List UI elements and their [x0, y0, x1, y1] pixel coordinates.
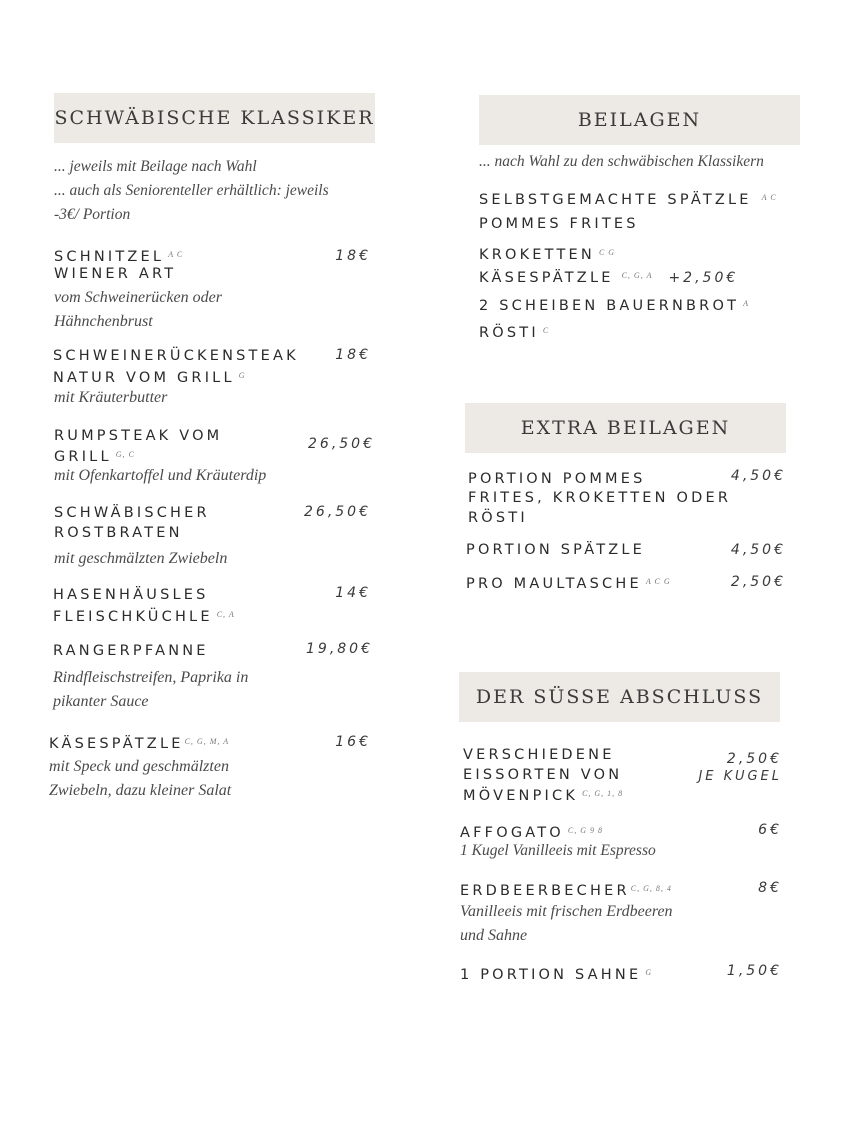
menu-item-name: ROSTBRATEN	[54, 525, 183, 541]
menu-item-name: FLEISCHKÜCHLE $^{C, A}$	[53, 609, 235, 625]
note-line: ... nach Wahl zu den schwäbischen Klassikern	[479, 153, 764, 170]
menu-item-price: 18€	[335, 347, 371, 363]
allergen-codes: C	[542, 326, 550, 335]
allergen-codes: G	[645, 968, 653, 977]
dessert-item-name: AFFOGATO $^{C, G 9 8}$	[460, 825, 604, 841]
menu-item-description: Zwiebeln, dazu kleiner Salat	[49, 782, 232, 799]
dessert-item-name: VERSCHIEDENE	[463, 747, 615, 763]
section-header-beilagen: BEILAGEN	[479, 95, 800, 145]
side-dish-item: 2 SCHEIBEN BAUERNBROT $^A$	[479, 298, 750, 314]
dessert-item-description: und Sahne	[460, 927, 528, 944]
dessert-item-price: 2,50€	[726, 751, 782, 767]
menu-item-description: mit geschmälzten Zwiebeln	[54, 550, 228, 567]
extra-item-price: 4,50€	[730, 542, 786, 558]
menu-item-name: RANGERPFANNE	[53, 643, 209, 659]
menu-item-description: mit Kräuterbutter	[54, 389, 168, 406]
menu-item-name: RUMPSTEAK VOM	[54, 428, 223, 444]
menu-item-price: 16€	[335, 734, 371, 750]
dessert-item-name: 1 PORTION SAHNE $^G$	[460, 967, 653, 983]
dessert-item-price: 8€	[758, 880, 782, 896]
menu-item-name: SCHWÄBISCHER	[54, 505, 210, 521]
extra-item-name: PORTION POMMES	[468, 471, 646, 487]
extra-item-name: RÖSTI	[468, 510, 528, 526]
allergen-codes: C, G 9 8	[567, 826, 604, 835]
menu-item-name: GRILL $^{G, C}$	[54, 449, 135, 465]
menu-item-name: HASENHÄUSLES	[53, 587, 209, 603]
menu-item-name: SCHNITZEL $^{A C}$	[54, 249, 184, 265]
menu-item-price: 18€	[335, 248, 371, 264]
side-dish-item: KÄSESPÄTZLE $^{C, G, A}$ +2,50€	[479, 270, 739, 286]
allergen-codes: C, G, 8, 4	[630, 884, 672, 893]
note-line: ... jeweils mit Beilage nach Wahl	[54, 158, 257, 175]
menu-item-name: $KÄSESPÄTZLE^{C, G, M, A}$	[49, 736, 230, 752]
menu-item-description: Hähnchenbrust	[54, 313, 153, 330]
menu-item-description: mit Speck und geschmälzten	[49, 758, 229, 775]
section-header-extra-beilagen: EXTRA BEILAGEN	[465, 403, 786, 453]
allergen-codes: C G	[598, 248, 616, 257]
dessert-price-unit: JE KUGEL	[698, 769, 782, 784]
menu-item-description: pikanter Sauce	[53, 693, 149, 710]
dessert-item-description: 1 Kugel Vanilleeis mit Espresso	[460, 842, 656, 859]
note-line: -3€/ Portion	[54, 206, 131, 223]
side-dish-item: KROKETTEN $^{C G}$	[479, 247, 616, 263]
allergen-codes: A C	[168, 250, 184, 259]
dessert-item-price: 6€	[758, 822, 782, 838]
menu-item-name: WIENER ART	[54, 266, 177, 282]
menu-item-price: 26,50€	[304, 504, 371, 520]
section-header-dessert: DER SÜSSE ABSCHLUSS	[459, 672, 780, 722]
extra-item-price: 2,50€	[730, 574, 786, 590]
allergen-codes: G	[238, 371, 246, 380]
extra-item-name: PORTION SPÄTZLE	[466, 542, 646, 558]
menu-item-name: SCHWEINERÜCKENSTEAK	[53, 348, 299, 364]
surcharge: +2,50€	[668, 270, 739, 286]
allergen-codes: C, A	[216, 610, 235, 619]
menu-item-price: 14€	[335, 585, 371, 601]
extra-item-name: FRITES, KROKETTEN ODER	[468, 490, 732, 506]
section-header-klassiker: SCHWÄBISCHE KLASSIKER	[54, 93, 375, 143]
allergen-codes: G, C	[115, 450, 135, 459]
note-line: ... auch als Seniorenteller erhältlich: jeweils	[54, 182, 329, 199]
menu-item-description: mit Ofenkartoffel und Kräuterdip	[54, 467, 267, 484]
allergen-codes: C, G, 1, 8	[582, 789, 624, 798]
menu-item-description: Rindfleischstreifen, Paprika in	[53, 669, 249, 686]
menu-item-price: 19,80€	[306, 641, 373, 657]
extra-item-price: 4,50€	[730, 468, 786, 484]
side-dish-item: SELBSTGEMACHTE SPÄTZLE $^{A C}$	[479, 192, 777, 208]
side-dish-item: POMMES FRITES	[479, 216, 639, 232]
allergen-codes: C, G, M, A	[184, 737, 230, 746]
allergen-codes: A C	[761, 193, 777, 202]
dessert-item-description: Vanilleeis mit frischen Erdbeeren	[460, 903, 673, 920]
menu-item-description: vom Schweinerücken oder	[54, 289, 222, 306]
dessert-item-price: 1,50€	[726, 963, 782, 979]
menu-item-price: 26,50€	[308, 436, 375, 452]
allergen-codes: A	[743, 299, 750, 308]
extra-item-name: PRO MAULTASCHE $^{A C G}$	[466, 576, 671, 592]
allergen-codes: A C G	[645, 577, 671, 586]
menu-item-name: NATUR VOM GRILL $^G$	[53, 370, 246, 386]
dessert-item-name: EISSORTEN VON	[463, 767, 623, 783]
dessert-item-name: $ERDBEERBECHER^{C, G, 8, 4}$	[460, 883, 672, 899]
dessert-item-name: MÖVENPICK $^{C, G, 1, 8}$	[463, 788, 624, 804]
side-dish-item: RÖSTI $^C$	[479, 325, 550, 341]
allergen-codes: C, G, A	[621, 271, 653, 280]
